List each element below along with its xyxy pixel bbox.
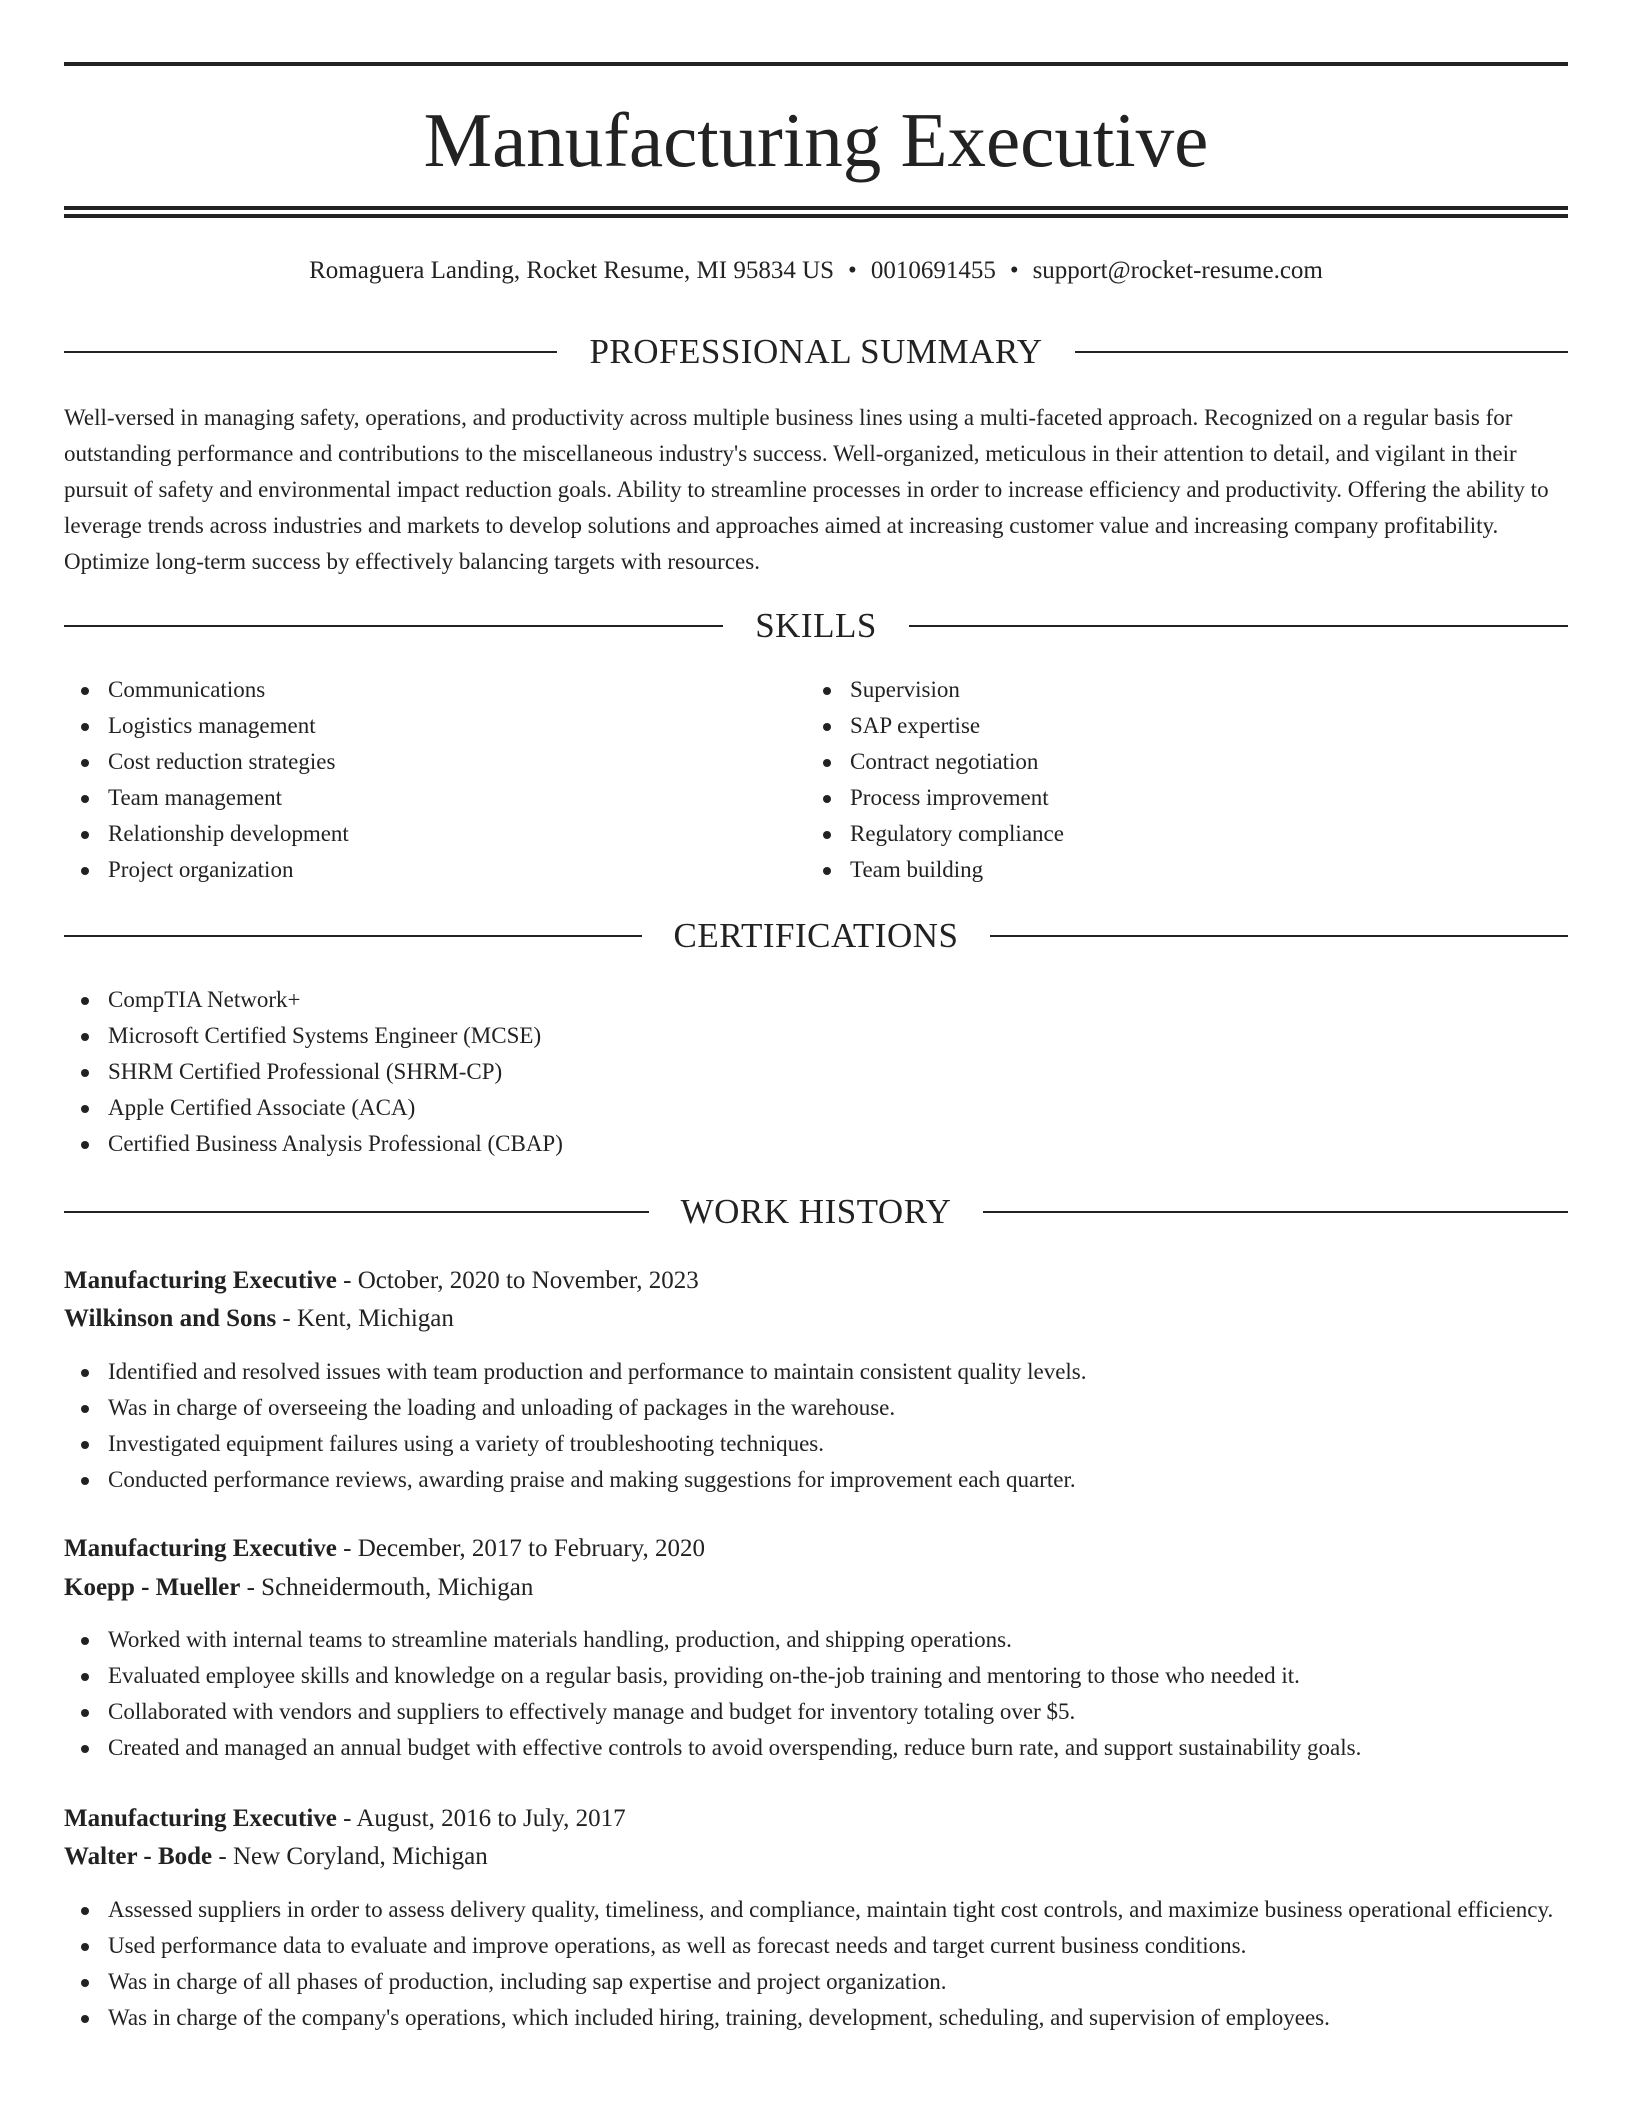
- job-dates: - December, 2017 to February, 2020: [336, 1535, 705, 1562]
- job-title: Manufacturing Executive: [64, 1805, 337, 1832]
- certification-item: SHRM Certified Professional (SHRM-CP): [64, 1054, 1568, 1090]
- job-bullet: Evaluated employee skills and knowledge on a regular basis, providing on-the-job training and mentoring to those who needed it.: [64, 1658, 1568, 1694]
- skill-item: Process improvement: [806, 780, 1546, 816]
- job-bullets: [64, 1622, 1568, 1766]
- certifications-list: [64, 982, 1568, 1162]
- job-bullet: Worked with internal teams to streamline materials handling, production, and shipping operations.: [64, 1622, 1568, 1658]
- skill-item: Supervision: [806, 672, 1546, 708]
- header-top-rule: [64, 62, 1568, 66]
- job-company-line: [64, 1838, 1568, 1876]
- skill-item: Contract negotiation: [806, 744, 1546, 780]
- job-bullet: Used performance data to evaluate and improve operations, as well as forecast needs and target current business conditions.: [64, 1928, 1568, 1964]
- summary-text: Well-versed in managing safety, operations, and productivity across multiple business lines using a multi-faceted approach. Recognized on a regular basis for outstanding performance and contributions to the miscellaneous industry's success. Well-organized, meticulous in their attention to detail, and vigilant in their pursuit of safety and environmental impact reduction goals. Ability to streamline processes in order to increase efficiency and productivity. Offering the ability to leverage trends across industries and markets to develop solutions and approaches aimed at increasing customer value and increasing company profitability. Optimize long-term success by effectively balancing targets with resources.: [64, 405, 1549, 574]
- job-company: Koepp - Mueller: [64, 1574, 241, 1601]
- skills-heading: SKILLS: [755, 606, 877, 645]
- certification-item: Microsoft Certified Systems Engineer (MCSE): [64, 1018, 1568, 1054]
- work-history-heading: WORK HISTORY: [680, 1192, 952, 1231]
- job-location: - New Coryland, Michigan: [212, 1843, 488, 1870]
- job-bullet: Collaborated with vendors and suppliers to effectively manage and budget for inventory totaling over $5.: [64, 1694, 1568, 1730]
- section-rule: [64, 935, 642, 937]
- skill-item: Regulatory compliance: [806, 816, 1546, 852]
- contact-separator: •: [848, 257, 857, 284]
- section-rule: [1075, 351, 1568, 353]
- skill-item: Relationship development: [64, 816, 804, 852]
- skills-list-right: [806, 672, 1546, 888]
- job-bullet: Conducted performance reviews, awarding praise and making suggestions for improvement each quarter.: [64, 1462, 1568, 1498]
- header-rule-upper: [64, 206, 1568, 210]
- header-rule-lower: [64, 214, 1568, 218]
- skill-item: Communications: [64, 672, 804, 708]
- job-company-line: [64, 1300, 1568, 1338]
- skills-list-left: [64, 672, 804, 888]
- job-title-line: [64, 1530, 1568, 1568]
- job-location: - Schneidermouth, Michigan: [240, 1574, 534, 1601]
- job-location: - Kent, Michigan: [276, 1305, 454, 1332]
- job-bullet: Was in charge of the company's operations, which included hiring, training, development, scheduling, and supervision of employees.: [64, 2000, 1568, 2036]
- job-dates: - October, 2020 to November, 2023: [336, 1267, 699, 1294]
- contact-line: [64, 253, 1568, 289]
- skill-item: Cost reduction strategies: [64, 744, 804, 780]
- skill-item: SAP expertise: [806, 708, 1546, 744]
- job-bullet: Created and managed an annual budget with effective controls to avoid overspending, reduce burn rate, and support sustainability goals.: [64, 1730, 1568, 1766]
- section-rule: [983, 1211, 1568, 1213]
- skill-item: Project organization: [64, 852, 804, 888]
- contact-address: Romaguera Landing, Rocket Resume, MI 95834 US: [309, 257, 835, 284]
- section-rule: [64, 625, 723, 627]
- section-rule: [64, 351, 557, 353]
- skills-heading-row: [64, 604, 1568, 648]
- skill-item: Team building: [806, 852, 1546, 888]
- skill-item: Team management: [64, 780, 804, 816]
- job-title: Manufacturing Executive: [64, 1535, 337, 1562]
- job-bullet: Was in charge of overseeing the loading and unloading of packages in the warehouse.: [64, 1390, 1568, 1426]
- certification-item: CompTIA Network+: [64, 982, 1568, 1018]
- section-rule: [990, 935, 1568, 937]
- job-bullets: [64, 1892, 1568, 2036]
- job-company-line: [64, 1569, 1568, 1607]
- certification-item: Certified Business Analysis Professional (CBAP): [64, 1126, 1568, 1162]
- job-title-line: [64, 1800, 1568, 1838]
- skill-item: Logistics management: [64, 708, 804, 744]
- job-title-line: [64, 1262, 1568, 1300]
- job-bullet: Investigated equipment failures using a variety of troubleshooting techniques.: [64, 1426, 1568, 1462]
- certification-item: Apple Certified Associate (ACA): [64, 1090, 1568, 1126]
- work-history-heading-row: [64, 1190, 1568, 1234]
- job-dates: - August, 2016 to July, 2017: [336, 1805, 626, 1832]
- job-bullet: Identified and resolved issues with team production and performance to maintain consistent quality levels.: [64, 1354, 1568, 1390]
- contact-email: support@rocket-resume.com: [1032, 257, 1323, 284]
- job-company: Walter - Bode: [64, 1843, 213, 1870]
- section-rule: [64, 1211, 649, 1213]
- summary-heading: PROFESSIONAL SUMMARY: [589, 332, 1043, 371]
- job-bullets: [64, 1354, 1568, 1498]
- job-company: Wilkinson and Sons: [64, 1305, 277, 1332]
- summary-heading-row: [64, 330, 1568, 374]
- contact-separator: •: [1009, 257, 1019, 284]
- job-bullet: Assessed suppliers in order to assess delivery quality, timeliness, and compliance, maintain tight cost controls, and maximize business operational efficiency.: [64, 1892, 1568, 1928]
- contact-phone: 0010691455: [870, 257, 996, 284]
- job-title: Manufacturing Executive: [64, 1267, 337, 1294]
- section-rule: [909, 625, 1568, 627]
- job-bullet: Was in charge of all phases of production, including sap expertise and project organization.: [64, 1964, 1568, 2000]
- resume-name: Manufacturing Executive: [423, 97, 1209, 183]
- certifications-heading: CERTIFICATIONS: [673, 916, 959, 955]
- certifications-heading-row: [64, 914, 1568, 958]
